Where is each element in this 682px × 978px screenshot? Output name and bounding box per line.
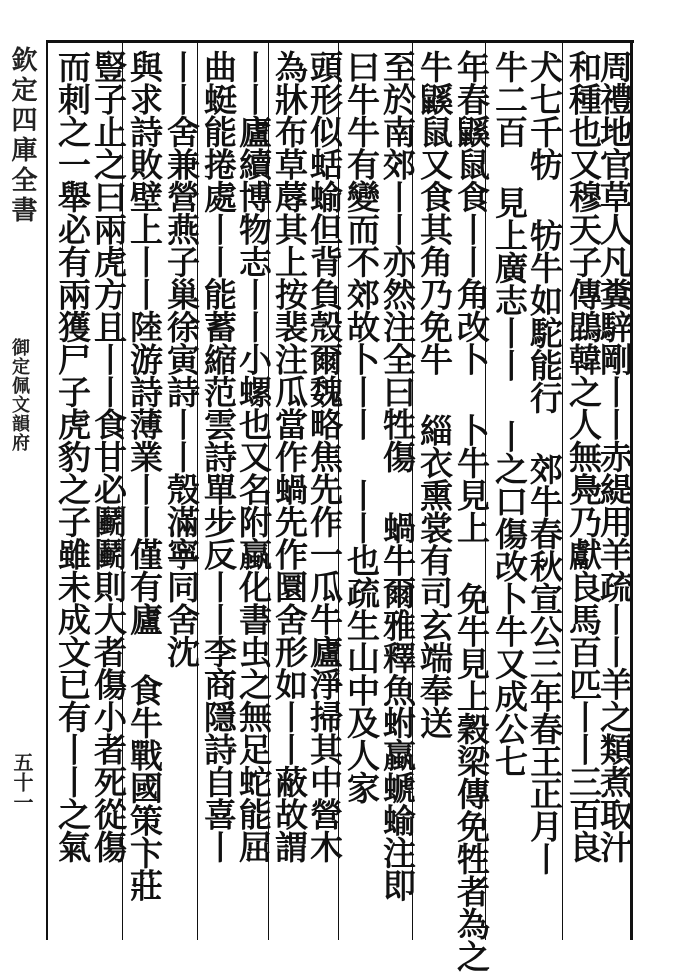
text-column-14: 與求詩敗壁上丨丨陸游詩薄業丨丨僅有廬 食牛戰國策卞莊: [125, 50, 164, 901]
text-column-1: 周禮地官草人凡糞騂剛丨丨赤緹用羊疏丨丨羊之類煮取汁: [595, 50, 634, 863]
running-title: 欽定四庫全書: [7, 46, 37, 226]
text-column-16: 而刺之一舉必有兩獲尸子虎豹之子雖未成文已有丨丨之氣: [53, 50, 92, 863]
text-column-13: 丨丨舍兼營燕子巢徐寅詩丨丨殼滿寧同舍沈: [162, 50, 201, 668]
text-column-11: 丨丨廬續博物志丨丨小螺也又名附蠃化書虫之無足蛇能屈: [234, 50, 273, 863]
left-border: [46, 40, 48, 940]
text-column-12: 曲蜓能捲處丨丨能蓄縮范雲詩單步反丨丨李商隱詩自喜丨: [199, 50, 238, 863]
text-column-9: 頭形似蛞蝓但背負殼爾魏略焦先作一瓜牛廬淨掃其中營木: [305, 50, 344, 863]
text-column-7: 至於南郊丨丨亦然注全曰牲傷 蝸牛爾雅釋魚蚹蠃螔蝓注即: [378, 50, 417, 901]
text-column-15: 豎子止之曰兩虎方且丨丨食甘必鬬鬬則大者傷小者死從傷: [89, 50, 128, 863]
book-title: 御定佩文韻府: [9, 338, 30, 452]
text-column-6: 牛鼷鼠又食其角乃免牛 緇衣熏裳有司玄端奉送: [415, 50, 454, 739]
text-column-2: 和種也又穆天子傳鵾韓之人無鳧乃獻良馬百匹丨丨三百良: [564, 50, 603, 863]
text-column-5: 年春鼷鼠食丨丨角改卜 卜牛見上 免牛見上穀梁傳免牲者為之: [452, 50, 491, 972]
text-column-4: 牛二百 見上廣志丨丨 丨之口傷改卜牛又成公七: [490, 50, 529, 777]
text-column-3: 犬七千牥 牥牛如駝能行 郊牛春秋宣公三年春王正月丨: [525, 50, 564, 875]
text-column-10: 為牀布草蓐其上按裴注瓜當作蝸先作圜舍形如丨丨蔽故謂: [270, 50, 309, 863]
page-number: 五十一: [10, 752, 34, 812]
top-border: [48, 40, 634, 43]
text-column-8: 曰牛牛有變而不郊故卜丨丨 丨丨也疏生山中及人家: [342, 50, 381, 804]
